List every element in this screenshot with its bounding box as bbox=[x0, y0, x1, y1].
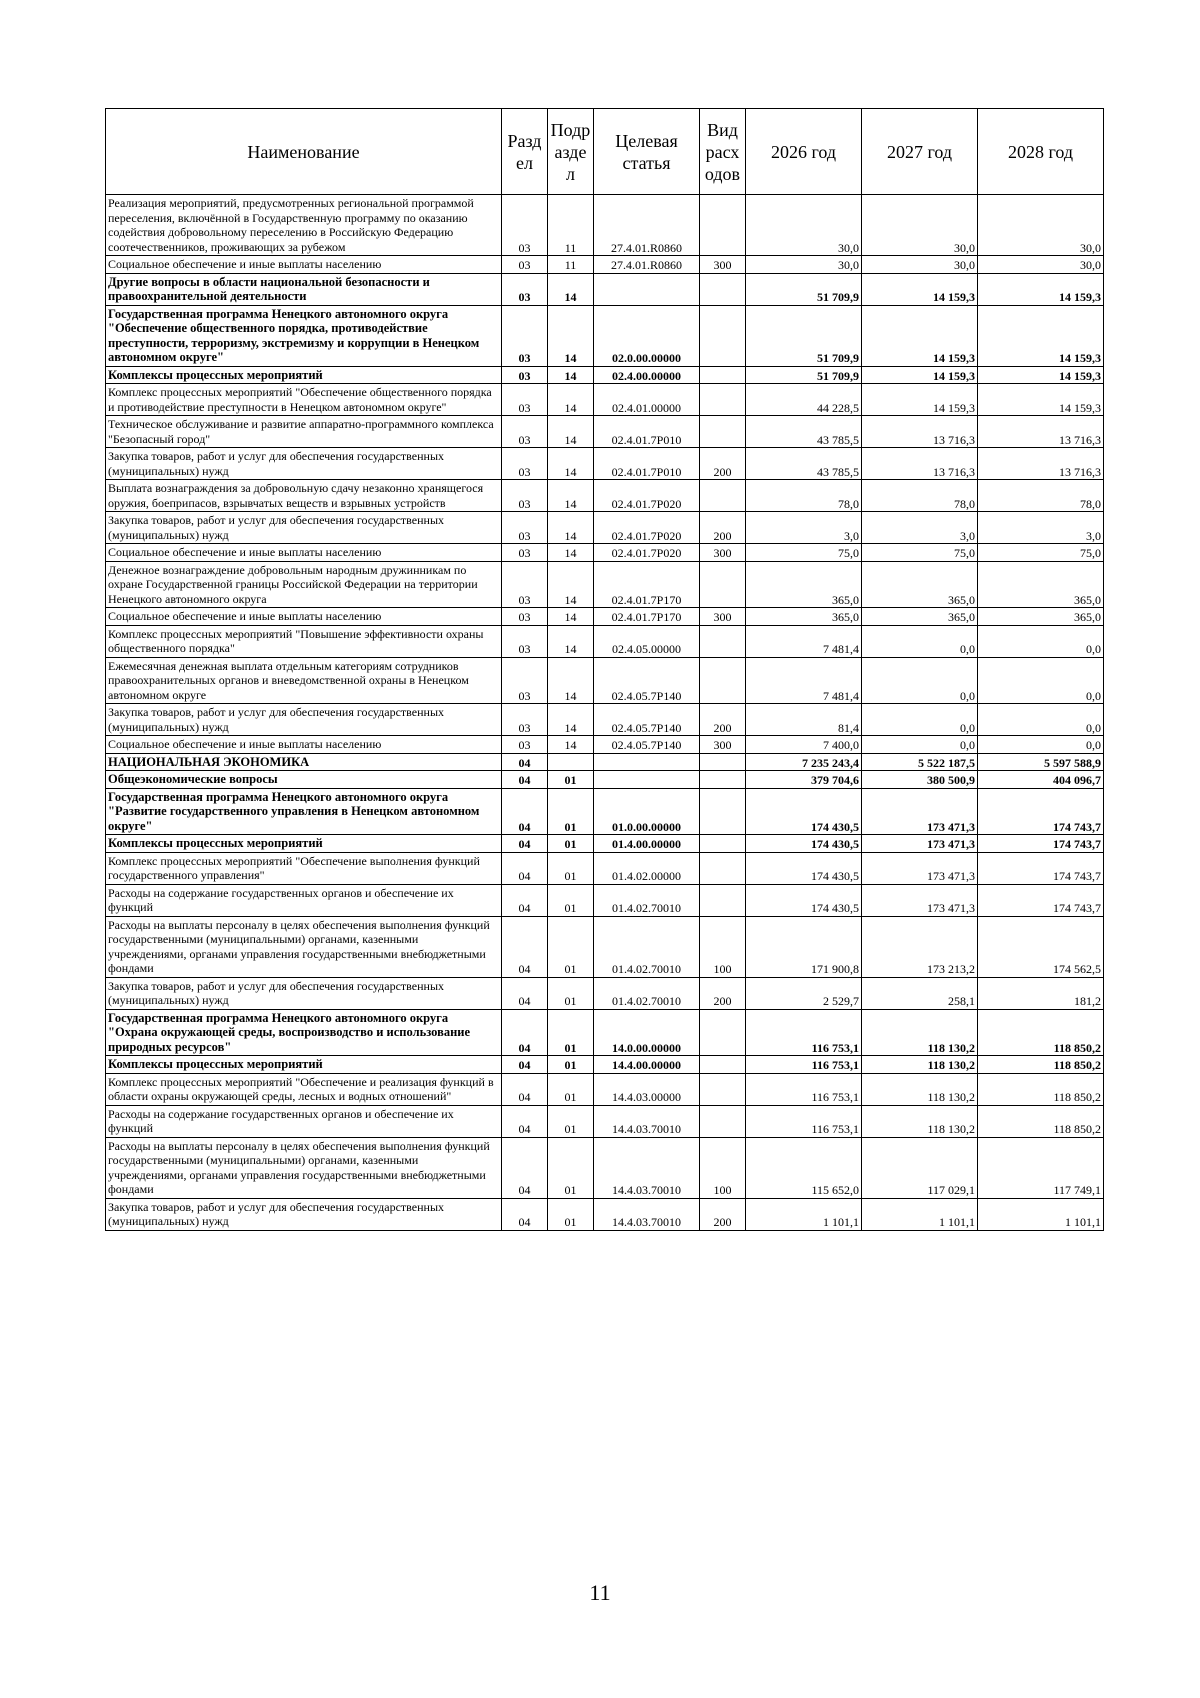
cell-podrazdel: 11 bbox=[548, 195, 594, 256]
cell-vid bbox=[700, 788, 746, 835]
cell-2027: 173 471,3 bbox=[862, 884, 978, 916]
cell-name: Расходы на содержание государственных органов и обеспечение их функций bbox=[106, 1105, 502, 1137]
cell-2027: 173 471,3 bbox=[862, 835, 978, 853]
cell-podrazdel: 01 bbox=[548, 771, 594, 789]
cell-razdel: 04 bbox=[502, 788, 548, 835]
cell-2028: 14 159,3 bbox=[978, 384, 1104, 416]
cell-name: Комплексы процессных мероприятий bbox=[106, 835, 502, 853]
cell-2028: 13 716,3 bbox=[978, 416, 1104, 448]
cell-name: Комплекс процессных мероприятий "Повышение эффективности охраны общественного порядка" bbox=[106, 625, 502, 657]
cell-vid: 200 bbox=[700, 704, 746, 736]
cell-target bbox=[594, 753, 700, 771]
cell-2028: 174 743,7 bbox=[978, 884, 1104, 916]
table-row bbox=[106, 366, 1104, 384]
cell-2027: 118 130,2 bbox=[862, 1105, 978, 1137]
table-row bbox=[106, 835, 1104, 853]
table-row bbox=[106, 1105, 1104, 1137]
col-header-razdel: Разд ел bbox=[502, 109, 548, 195]
cell-name: Реализация мероприятий, предусмотренных региональной программой переселения, включённой в Государственную программу по оказанию содействия добровольному переселению в Российскую Федерацию соотечественников, проживающих за рубежом bbox=[106, 195, 502, 256]
cell-target: 02.4.01.7P010 bbox=[594, 448, 700, 480]
cell-vid bbox=[700, 884, 746, 916]
cell-podrazdel: 14 bbox=[548, 305, 594, 366]
cell-name: Закупка товаров, работ и услуг для обеспечения государственных (муниципальных) нужд bbox=[106, 704, 502, 736]
cell-podrazdel: 14 bbox=[548, 544, 594, 562]
cell-razdel: 04 bbox=[502, 771, 548, 789]
cell-razdel: 03 bbox=[502, 273, 548, 305]
cell-name: Расходы на выплаты персоналу в целях обеспечения выполнения функций государственными (муниципальными) органами, казенными учреждениями, органами управления государственными внебюджетными фондами bbox=[106, 916, 502, 977]
cell-razdel: 04 bbox=[502, 884, 548, 916]
cell-2026: 75,0 bbox=[746, 544, 862, 562]
col-header-2028: 2028 год bbox=[978, 109, 1104, 195]
cell-2028: 14 159,3 bbox=[978, 305, 1104, 366]
cell-2026: 379 704,6 bbox=[746, 771, 862, 789]
cell-podrazdel: 01 bbox=[548, 1198, 594, 1230]
cell-vid bbox=[700, 1105, 746, 1137]
cell-vid bbox=[700, 753, 746, 771]
cell-2026: 7 400,0 bbox=[746, 736, 862, 754]
table-row bbox=[106, 1198, 1104, 1230]
cell-vid: 300 bbox=[700, 256, 746, 274]
cell-razdel: 03 bbox=[502, 512, 548, 544]
cell-2028: 14 159,3 bbox=[978, 273, 1104, 305]
cell-2028: 3,0 bbox=[978, 512, 1104, 544]
cell-2027: 14 159,3 bbox=[862, 384, 978, 416]
table-body bbox=[106, 195, 1104, 1231]
cell-name: Социальное обеспечение и иные выплаты населению bbox=[106, 736, 502, 754]
cell-podrazdel: 01 bbox=[548, 884, 594, 916]
cell-2028: 0,0 bbox=[978, 704, 1104, 736]
cell-name: Закупка товаров, работ и услуг для обеспечения государственных (муниципальных) нужд bbox=[106, 448, 502, 480]
cell-target: 01.4.02.70010 bbox=[594, 977, 700, 1009]
cell-target: 14.0.00.00000 bbox=[594, 1009, 700, 1056]
cell-razdel: 04 bbox=[502, 977, 548, 1009]
cell-2028: 181,2 bbox=[978, 977, 1104, 1009]
cell-2028: 174 743,7 bbox=[978, 852, 1104, 884]
cell-target: 02.4.05.7P140 bbox=[594, 736, 700, 754]
cell-target bbox=[594, 273, 700, 305]
cell-target: 02.4.05.7P140 bbox=[594, 657, 700, 704]
cell-podrazdel: 14 bbox=[548, 384, 594, 416]
cell-name: Выплата вознаграждения за добровольную сдачу незаконно хранящегося оружия, боеприпасов, взрывчатых веществ и взрывных устройств bbox=[106, 480, 502, 512]
cell-razdel: 04 bbox=[502, 1056, 548, 1074]
cell-2027: 1 101,1 bbox=[862, 1198, 978, 1230]
cell-2027: 78,0 bbox=[862, 480, 978, 512]
cell-razdel: 03 bbox=[502, 256, 548, 274]
cell-2027: 258,1 bbox=[862, 977, 978, 1009]
page-number: 11 bbox=[589, 1580, 611, 1605]
cell-target: 14.4.03.70010 bbox=[594, 1105, 700, 1137]
cell-name: Комплекс процессных мероприятий "Обеспечение общественного порядка и противодействие преступности в Ненецком автономном округе" bbox=[106, 384, 502, 416]
cell-target: 02.4.00.00000 bbox=[594, 366, 700, 384]
cell-name: Комплексы процессных мероприятий bbox=[106, 366, 502, 384]
cell-2027: 118 130,2 bbox=[862, 1009, 978, 1056]
cell-target: 02.4.05.7P140 bbox=[594, 704, 700, 736]
cell-2026: 116 753,1 bbox=[746, 1009, 862, 1056]
cell-2028: 118 850,2 bbox=[978, 1105, 1104, 1137]
cell-vid bbox=[700, 1073, 746, 1105]
cell-razdel: 03 bbox=[502, 625, 548, 657]
cell-vid bbox=[700, 1009, 746, 1056]
table-row bbox=[106, 771, 1104, 789]
cell-2026: 81,4 bbox=[746, 704, 862, 736]
cell-2028: 365,0 bbox=[978, 608, 1104, 626]
table-row bbox=[106, 753, 1104, 771]
table-row bbox=[106, 736, 1104, 754]
cell-2028: 174 562,5 bbox=[978, 916, 1104, 977]
table-row bbox=[106, 384, 1104, 416]
cell-2026: 7 481,4 bbox=[746, 657, 862, 704]
cell-2026: 51 709,9 bbox=[746, 366, 862, 384]
cell-target: 14.4.03.70010 bbox=[594, 1137, 700, 1198]
cell-name: Социальное обеспечение и иные выплаты населению bbox=[106, 256, 502, 274]
cell-name: Расходы на содержание государственных органов и обеспечение их функций bbox=[106, 884, 502, 916]
cell-2028: 75,0 bbox=[978, 544, 1104, 562]
cell-2027: 380 500,9 bbox=[862, 771, 978, 789]
cell-2026: 174 430,5 bbox=[746, 835, 862, 853]
table-row bbox=[106, 544, 1104, 562]
cell-2028: 118 850,2 bbox=[978, 1009, 1104, 1056]
cell-podrazdel: 01 bbox=[548, 1105, 594, 1137]
cell-podrazdel: 14 bbox=[548, 704, 594, 736]
cell-name: Закупка товаров, работ и услуг для обеспечения государственных (муниципальных) нужд bbox=[106, 1198, 502, 1230]
cell-2026: 30,0 bbox=[746, 195, 862, 256]
cell-2027: 0,0 bbox=[862, 625, 978, 657]
cell-name: Комплекс процессных мероприятий "Обеспечение выполнения функций государственного управления" bbox=[106, 852, 502, 884]
cell-name: Ежемесячная денежная выплата отдельным категориям сотрудников правоохранительных органов и вневедомственной охраны в Ненецком автономном округе bbox=[106, 657, 502, 704]
cell-podrazdel: 14 bbox=[548, 480, 594, 512]
cell-2026: 116 753,1 bbox=[746, 1056, 862, 1074]
cell-podrazdel: 11 bbox=[548, 256, 594, 274]
cell-2027: 14 159,3 bbox=[862, 273, 978, 305]
cell-name: Социальное обеспечение и иные выплаты населению bbox=[106, 608, 502, 626]
cell-name: Государственная программа Ненецкого автономного округа "Обеспечение общественного порядка, противодействие преступности, терроризму, экстремизму и коррупции в Ненецком автономном округе" bbox=[106, 305, 502, 366]
cell-vid bbox=[700, 835, 746, 853]
cell-name: Общеэкономические вопросы bbox=[106, 771, 502, 789]
cell-name: Комплекс процессных мероприятий "Обеспечение и реализация функций в области охраны окружающей среды, лесных и водных отношений" bbox=[106, 1073, 502, 1105]
table-row bbox=[106, 256, 1104, 274]
cell-vid bbox=[700, 273, 746, 305]
cell-target: 02.4.01.00000 bbox=[594, 384, 700, 416]
cell-target: 01.4.00.00000 bbox=[594, 835, 700, 853]
cell-2026: 115 652,0 bbox=[746, 1137, 862, 1198]
col-header-target: Целевая статья bbox=[594, 109, 700, 195]
cell-podrazdel: 14 bbox=[548, 657, 594, 704]
cell-target: 27.4.01.R0860 bbox=[594, 256, 700, 274]
table-row bbox=[106, 480, 1104, 512]
cell-vid bbox=[700, 852, 746, 884]
col-header-2026: 2026 год bbox=[746, 109, 862, 195]
cell-vid bbox=[700, 561, 746, 608]
cell-name: Закупка товаров, работ и услуг для обеспечения государственных (муниципальных) нужд bbox=[106, 512, 502, 544]
cell-podrazdel: 01 bbox=[548, 916, 594, 977]
cell-2027: 3,0 bbox=[862, 512, 978, 544]
cell-2028: 404 096,7 bbox=[978, 771, 1104, 789]
cell-2027: 0,0 bbox=[862, 704, 978, 736]
cell-podrazdel: 14 bbox=[548, 512, 594, 544]
cell-podrazdel: 14 bbox=[548, 608, 594, 626]
cell-razdel: 04 bbox=[502, 1137, 548, 1198]
cell-2026: 116 753,1 bbox=[746, 1073, 862, 1105]
cell-razdel: 03 bbox=[502, 657, 548, 704]
table-row bbox=[106, 561, 1104, 608]
cell-vid bbox=[700, 416, 746, 448]
cell-target: 02.4.01.7P010 bbox=[594, 416, 700, 448]
cell-2026: 2 529,7 bbox=[746, 977, 862, 1009]
cell-2027: 118 130,2 bbox=[862, 1056, 978, 1074]
cell-2028: 0,0 bbox=[978, 657, 1104, 704]
cell-razdel: 03 bbox=[502, 608, 548, 626]
cell-target: 27.4.01.R0860 bbox=[594, 195, 700, 256]
cell-razdel: 03 bbox=[502, 561, 548, 608]
cell-2028: 118 850,2 bbox=[978, 1073, 1104, 1105]
cell-podrazdel: 01 bbox=[548, 1073, 594, 1105]
cell-2026: 43 785,5 bbox=[746, 448, 862, 480]
cell-razdel: 04 bbox=[502, 753, 548, 771]
cell-podrazdel: 01 bbox=[548, 977, 594, 1009]
cell-target: 02.4.01.7P170 bbox=[594, 608, 700, 626]
col-header-name: Наименование bbox=[106, 109, 502, 195]
table-row bbox=[106, 788, 1104, 835]
cell-target: 02.4.05.00000 bbox=[594, 625, 700, 657]
cell-target: 02.4.01.7P020 bbox=[594, 512, 700, 544]
cell-2027: 14 159,3 bbox=[862, 305, 978, 366]
cell-podrazdel: 01 bbox=[548, 788, 594, 835]
cell-2026: 51 709,9 bbox=[746, 273, 862, 305]
cell-2027: 118 130,2 bbox=[862, 1073, 978, 1105]
cell-name: Государственная программа Ненецкого автономного округа "Охрана окружающей среды, воспроизводство и использование природных ресурсов" bbox=[106, 1009, 502, 1056]
cell-2027: 30,0 bbox=[862, 256, 978, 274]
cell-2026: 7 481,4 bbox=[746, 625, 862, 657]
cell-2027: 5 522 187,5 bbox=[862, 753, 978, 771]
cell-2026: 1 101,1 bbox=[746, 1198, 862, 1230]
cell-target: 14.4.03.70010 bbox=[594, 1198, 700, 1230]
table-row bbox=[106, 1073, 1104, 1105]
cell-2028: 117 749,1 bbox=[978, 1137, 1104, 1198]
cell-2028: 30,0 bbox=[978, 256, 1104, 274]
cell-2028: 0,0 bbox=[978, 736, 1104, 754]
cell-vid: 200 bbox=[700, 448, 746, 480]
table-row bbox=[106, 195, 1104, 256]
cell-podrazdel: 01 bbox=[548, 1056, 594, 1074]
cell-razdel: 03 bbox=[502, 416, 548, 448]
table-row bbox=[106, 1137, 1104, 1198]
cell-razdel: 03 bbox=[502, 736, 548, 754]
cell-vid bbox=[700, 657, 746, 704]
table-row bbox=[106, 512, 1104, 544]
budget-table-container bbox=[105, 108, 1103, 1231]
cell-razdel: 03 bbox=[502, 366, 548, 384]
cell-target bbox=[594, 771, 700, 789]
cell-razdel: 04 bbox=[502, 835, 548, 853]
table-row bbox=[106, 625, 1104, 657]
cell-target: 14.4.03.00000 bbox=[594, 1073, 700, 1105]
table-row bbox=[106, 704, 1104, 736]
cell-vid: 200 bbox=[700, 512, 746, 544]
cell-podrazdel: 14 bbox=[548, 416, 594, 448]
cell-target: 01.4.02.70010 bbox=[594, 916, 700, 977]
cell-2027: 117 029,1 bbox=[862, 1137, 978, 1198]
cell-2027: 0,0 bbox=[862, 736, 978, 754]
cell-2028: 174 743,7 bbox=[978, 788, 1104, 835]
cell-2027: 365,0 bbox=[862, 561, 978, 608]
cell-podrazdel: 01 bbox=[548, 1009, 594, 1056]
cell-2026: 171 900,8 bbox=[746, 916, 862, 977]
cell-2028: 118 850,2 bbox=[978, 1056, 1104, 1074]
cell-2028: 5 597 588,9 bbox=[978, 753, 1104, 771]
cell-2028: 78,0 bbox=[978, 480, 1104, 512]
cell-target: 02.4.01.7P020 bbox=[594, 480, 700, 512]
cell-2027: 173 213,2 bbox=[862, 916, 978, 977]
cell-2026: 78,0 bbox=[746, 480, 862, 512]
cell-2026: 51 709,9 bbox=[746, 305, 862, 366]
table-row bbox=[106, 608, 1104, 626]
cell-podrazdel: 14 bbox=[548, 366, 594, 384]
cell-razdel: 03 bbox=[502, 195, 548, 256]
cell-razdel: 03 bbox=[502, 704, 548, 736]
cell-target: 02.0.00.00000 bbox=[594, 305, 700, 366]
cell-2026: 43 785,5 bbox=[746, 416, 862, 448]
cell-2028: 14 159,3 bbox=[978, 366, 1104, 384]
table-row bbox=[106, 852, 1104, 884]
cell-vid: 100 bbox=[700, 1137, 746, 1198]
cell-2026: 174 430,5 bbox=[746, 852, 862, 884]
cell-target: 01.4.02.70010 bbox=[594, 884, 700, 916]
table-row bbox=[106, 1009, 1104, 1056]
cell-podrazdel: 14 bbox=[548, 625, 594, 657]
cell-2026: 116 753,1 bbox=[746, 1105, 862, 1137]
cell-vid: 300 bbox=[700, 608, 746, 626]
table-row bbox=[106, 305, 1104, 366]
cell-target: 01.4.02.00000 bbox=[594, 852, 700, 884]
cell-vid bbox=[700, 305, 746, 366]
cell-2028: 365,0 bbox=[978, 561, 1104, 608]
cell-podrazdel: 14 bbox=[548, 561, 594, 608]
cell-name: Денежное вознаграждение добровольным народным дружинникам по охране Государственной границы Российской Федерации на территории Ненецкого автономного округа bbox=[106, 561, 502, 608]
cell-vid bbox=[700, 1056, 746, 1074]
cell-2028: 13 716,3 bbox=[978, 448, 1104, 480]
cell-name: Социальное обеспечение и иные выплаты населению bbox=[106, 544, 502, 562]
cell-vid: 300 bbox=[700, 736, 746, 754]
cell-2028: 30,0 bbox=[978, 195, 1104, 256]
cell-vid: 100 bbox=[700, 916, 746, 977]
cell-2028: 0,0 bbox=[978, 625, 1104, 657]
cell-razdel: 04 bbox=[502, 1073, 548, 1105]
cell-2026: 30,0 bbox=[746, 256, 862, 274]
cell-2026: 365,0 bbox=[746, 561, 862, 608]
cell-2027: 75,0 bbox=[862, 544, 978, 562]
cell-razdel: 04 bbox=[502, 1198, 548, 1230]
cell-2026: 7 235 243,4 bbox=[746, 753, 862, 771]
cell-razdel: 03 bbox=[502, 448, 548, 480]
cell-vid bbox=[700, 625, 746, 657]
cell-name: НАЦИОНАЛЬНАЯ ЭКОНОМИКА bbox=[106, 753, 502, 771]
cell-name: Закупка товаров, работ и услуг для обеспечения государственных (муниципальных) нужд bbox=[106, 977, 502, 1009]
table-row bbox=[106, 916, 1104, 977]
cell-podrazdel bbox=[548, 753, 594, 771]
cell-podrazdel: 14 bbox=[548, 736, 594, 754]
table-row bbox=[106, 1056, 1104, 1074]
table-row bbox=[106, 884, 1104, 916]
cell-vid bbox=[700, 384, 746, 416]
cell-razdel: 03 bbox=[502, 544, 548, 562]
cell-vid bbox=[700, 366, 746, 384]
cell-2028: 1 101,1 bbox=[978, 1198, 1104, 1230]
cell-2027: 173 471,3 bbox=[862, 852, 978, 884]
table-header-row bbox=[106, 109, 1104, 195]
cell-vid bbox=[700, 195, 746, 256]
cell-2026: 365,0 bbox=[746, 608, 862, 626]
cell-2027: 365,0 bbox=[862, 608, 978, 626]
cell-2028: 174 743,7 bbox=[978, 835, 1104, 853]
cell-2027: 14 159,3 bbox=[862, 366, 978, 384]
table-row bbox=[106, 273, 1104, 305]
cell-target: 02.4.01.7P170 bbox=[594, 561, 700, 608]
cell-vid: 200 bbox=[700, 1198, 746, 1230]
budget-table bbox=[105, 108, 1104, 1231]
cell-2027: 30,0 bbox=[862, 195, 978, 256]
cell-razdel: 04 bbox=[502, 916, 548, 977]
cell-razdel: 04 bbox=[502, 1105, 548, 1137]
table-row bbox=[106, 977, 1104, 1009]
cell-2026: 44 228,5 bbox=[746, 384, 862, 416]
table-row bbox=[106, 448, 1104, 480]
cell-2027: 173 471,3 bbox=[862, 788, 978, 835]
cell-2026: 174 430,5 bbox=[746, 788, 862, 835]
col-header-vid: Вид расх одов bbox=[700, 109, 746, 195]
cell-target: 02.4.01.7P020 bbox=[594, 544, 700, 562]
cell-name: Расходы на выплаты персоналу в целях обеспечения выполнения функций государственными (муниципальными) органами, казенными учреждениями, органами управления государственными внебюджетными фондами bbox=[106, 1137, 502, 1198]
cell-2027: 13 716,3 bbox=[862, 416, 978, 448]
cell-target: 01.0.00.00000 bbox=[594, 788, 700, 835]
table-row bbox=[106, 657, 1104, 704]
cell-name: Государственная программа Ненецкого автономного округа "Развитие государственного управления в Ненецком автономном округе" bbox=[106, 788, 502, 835]
cell-podrazdel: 14 bbox=[548, 273, 594, 305]
table-row bbox=[106, 416, 1104, 448]
col-header-2027: 2027 год bbox=[862, 109, 978, 195]
cell-vid: 200 bbox=[700, 977, 746, 1009]
cell-razdel: 03 bbox=[502, 305, 548, 366]
cell-razdel: 03 bbox=[502, 384, 548, 416]
cell-vid bbox=[700, 480, 746, 512]
cell-vid bbox=[700, 771, 746, 789]
cell-2026: 3,0 bbox=[746, 512, 862, 544]
cell-name: Другие вопросы в области национальной безопасности и правоохранительной деятельности bbox=[106, 273, 502, 305]
cell-2027: 0,0 bbox=[862, 657, 978, 704]
cell-vid: 300 bbox=[700, 544, 746, 562]
col-header-podrazdel: Подр азде л bbox=[548, 109, 594, 195]
cell-name: Техническое обслуживание и развитие аппаратно-программного комплекса "Безопасный город" bbox=[106, 416, 502, 448]
cell-name: Комплексы процессных мероприятий bbox=[106, 1056, 502, 1074]
cell-razdel: 04 bbox=[502, 1009, 548, 1056]
cell-2027: 13 716,3 bbox=[862, 448, 978, 480]
cell-razdel: 03 bbox=[502, 480, 548, 512]
cell-razdel: 04 bbox=[502, 852, 548, 884]
cell-podrazdel: 14 bbox=[548, 448, 594, 480]
cell-target: 14.4.00.00000 bbox=[594, 1056, 700, 1074]
cell-2026: 174 430,5 bbox=[746, 884, 862, 916]
cell-podrazdel: 01 bbox=[548, 1137, 594, 1198]
cell-podrazdel: 01 bbox=[548, 835, 594, 853]
cell-podrazdel: 01 bbox=[548, 852, 594, 884]
